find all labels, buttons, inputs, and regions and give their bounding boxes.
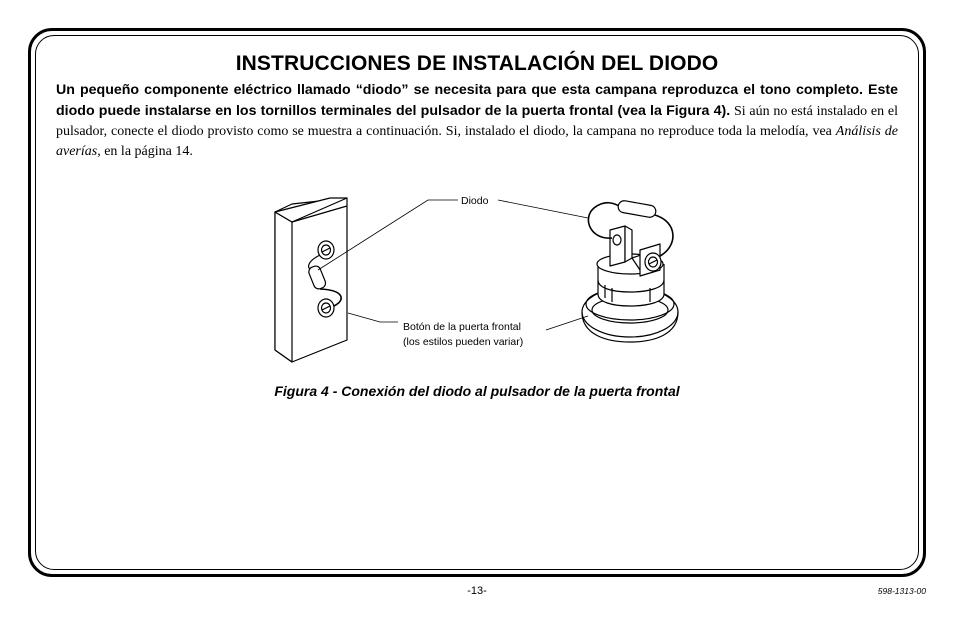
button-label-line1: Botón de la puerta frontal bbox=[403, 321, 521, 333]
page-number: -13- bbox=[467, 585, 487, 597]
intro-bold-text: Un pequeño componente eléctrico llamado “diodo” se necesita para que esta campana reproduzca el tono completo. Este diodo puede instalarse en los tornillos terminales del pulsador de la puerta frontal (vea la Figura 4). bbox=[56, 82, 898, 119]
callout-leader-lines bbox=[318, 200, 588, 330]
intro-text: Si aún no está instalado en el pulsador, conecte el diodo provisto como se muestra a continuación. Si, instalado el diodo, la campana no reproduce toda la melodía, vea bbox=[56, 104, 898, 139]
button-label-line2: (los estilos pueden variar) bbox=[403, 336, 524, 348]
diode-on-button-icon bbox=[617, 200, 657, 218]
troubleshooting-reference: Análisis de averías, bbox=[56, 124, 898, 159]
page-title: INSTRUCCIONES DE INSTALACIÓN DEL DIODO bbox=[235, 52, 719, 75]
intro-text-end: en la página 14. bbox=[100, 144, 193, 159]
doorbell-button-illustration bbox=[582, 200, 678, 342]
wall-block-illustration bbox=[275, 198, 347, 362]
diode-label: Diodo bbox=[461, 195, 489, 207]
document-code: 598-1313-00 bbox=[877, 586, 926, 596]
figure-caption: Figura 4 - Conexión del diodo al pulsador de la puerta frontal bbox=[274, 383, 680, 399]
